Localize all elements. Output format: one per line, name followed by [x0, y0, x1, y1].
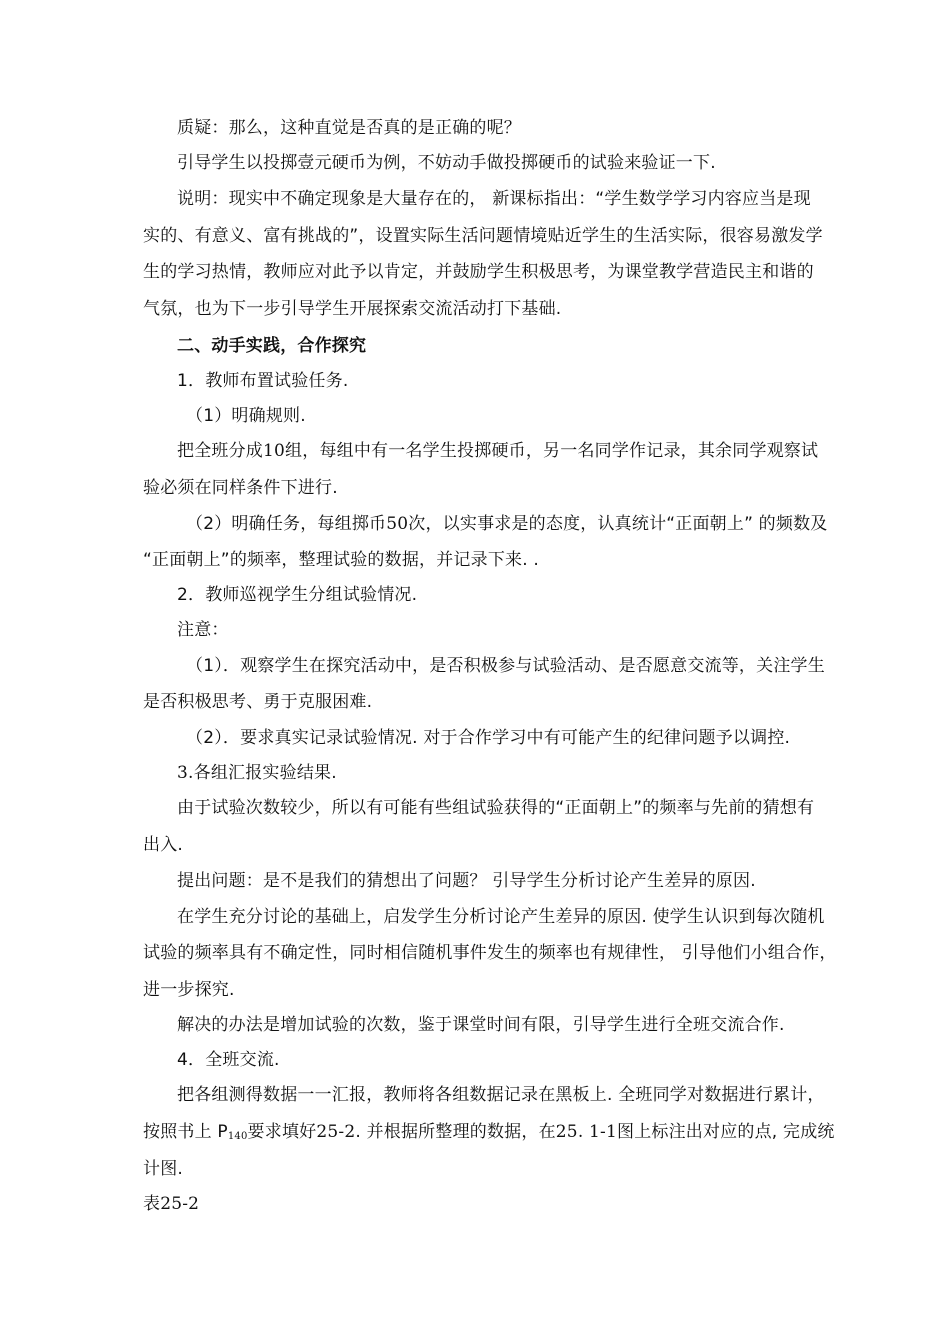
paragraph-groups-line-2: 验必须在同样条件下进行.	[143, 478, 338, 498]
note-1-line-2: 是否积极思考、勇于克服困难.	[143, 692, 373, 712]
paragraph-solution: 解决的办法是增加试验的次数，鉴于课堂时间有限，引导学生进行全班交流合作.	[177, 1015, 785, 1035]
paragraph-explanation-line-4: 气氛，也为下一步引导学生开展探索交流活动打下基础.	[143, 299, 562, 319]
step-2-heading: 2．教师巡视学生分组试验情况.	[177, 585, 418, 605]
paragraph-task-line-1: （2）明确任务，每组掷币50次，以实事求是的态度，认真统计“正面朝上” 的频数及	[186, 514, 828, 534]
paragraph-explanation-line-1: 说明：现实中不确定现象是大量存在的， 新课标指出：“学生数学学习内容应当是现	[177, 189, 811, 209]
table-caption: 表25-2	[143, 1194, 200, 1214]
paragraph-discussion-line-1: 在学生充分讨论的基础上，启发学生分析讨论产生差异的原因. 使学生认识到每次随机	[177, 907, 825, 927]
paragraph-task-line-2: “正面朝上”的频率，整理试验的数据，并记录下来. .	[143, 550, 540, 570]
section-heading: 二、动手实践，合作探究	[177, 336, 367, 356]
note-label: 注意：	[177, 620, 229, 640]
step-1-rule: （1）明确规则.	[186, 406, 306, 426]
paragraph-result-line-1: 由于试验次数较少，所以有可能有些组试验获得的“正面朝上”的频率与先前的猜想有	[177, 798, 815, 818]
paragraph-report-line-3: 计图.	[143, 1159, 184, 1179]
paragraph-discussion-line-2: 试验的频率具有不确定性，同时相信随机事件发生的频率也有规律性， 引导他们小组合作，	[143, 943, 837, 963]
paragraph-guide: 引导学生以投掷壹元硬币为例，不妨动手做投掷硬币的试验来验证一下.	[177, 153, 716, 173]
paragraph-groups-line-1: 把全班分成10组，每组中有一名学生投掷硬币，另一名同学作记录，其余同学观察试	[177, 441, 819, 461]
paragraph-problem: 提出问题：是不是我们的猜想出了问题？ 引导学生分析讨论产生差异的原因.	[177, 871, 756, 891]
note-2: （2）．要求真实记录试验情况. 对于合作学习中有可能产生的纪律问题予以调控.	[186, 728, 791, 748]
note-1-line-1: （1）．观察学生在探究活动中，是否积极参与试验活动、是否愿意交流等，关注学生	[186, 656, 825, 676]
step-3-heading: 3.各组汇报实验结果.	[177, 763, 337, 783]
step-4-heading: 4．全班交流.	[177, 1050, 280, 1070]
paragraph-explanation-line-2: 实的、有意义、富有挑战的”，设置实际生活问题情境贴近学生的生活实际，很容易激发学	[143, 226, 823, 246]
paragraph-discussion-line-3: 进一步探究.	[143, 980, 235, 1000]
paragraph-question: 质疑：那么，这种直觉是否真的是正确的呢？	[177, 118, 521, 138]
paragraph-result-line-2: 出入.	[143, 835, 184, 855]
step-1-heading: 1．教师布置试验任务.	[177, 371, 349, 391]
paragraph-explanation-line-3: 生的学习热情，教师应对此予以肯定，并鼓励学生积极思考，为课堂教学营造民主和谐的	[143, 262, 814, 282]
paragraph-report-line-1: 把各组测得数据一一汇报，教师将各组数据记录在黑板上. 全班同学对数据进行累计，	[177, 1085, 825, 1105]
paragraph-report-line-2: 按照书上 $P_{140}$要求填好25-2. 并根据所整理的数据，在25. 1-1图上标注出对应的点, 完成统	[143, 1122, 835, 1142]
